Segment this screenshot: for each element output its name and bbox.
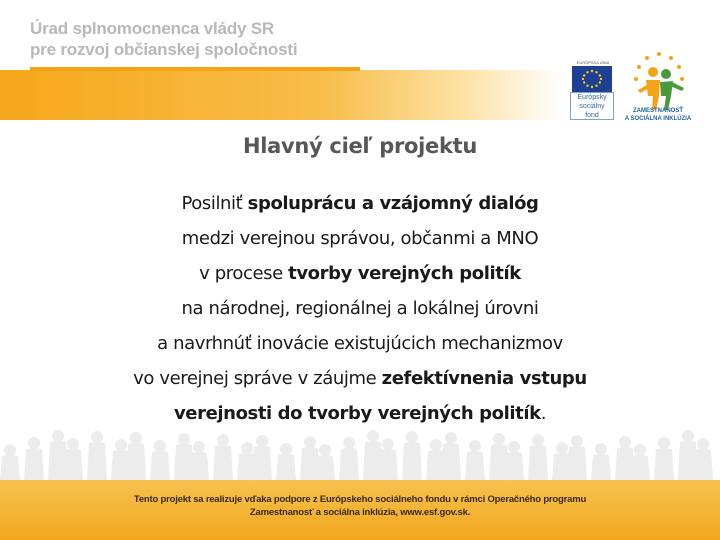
body-line-text-part: Posilniť xyxy=(181,193,248,214)
esf-line3: fond xyxy=(585,112,599,119)
body-line-text-part: na národnej, regionálnej a lokálnej úrovni xyxy=(181,298,539,319)
zsi-people-icon xyxy=(626,50,692,112)
zsi-line2: A SOCIÁLNA INKLÚZIA xyxy=(624,116,692,122)
body-line-text-part: medzi verejnou správou, občanmi a MNO xyxy=(181,228,539,249)
header-orange-rule xyxy=(30,67,360,71)
body-line xyxy=(60,221,660,256)
zsi-line1: ZAMESTNANOSŤ xyxy=(633,108,683,114)
slide-title: Hlavný cieľ projektu xyxy=(242,134,478,158)
esf-line1: Európsky xyxy=(577,94,607,101)
slide-body xyxy=(60,186,660,431)
crowd-silhouette-image xyxy=(0,420,720,480)
zsi-logo-caption xyxy=(622,107,694,123)
body-line-bold-part: zefektívnenia vstupu xyxy=(381,368,587,389)
eu-flag-icon xyxy=(572,66,612,92)
footer-line1: Tento projekt sa realizuje vďaka podpore z Európskeho sociálneho fondu v rámci Operačného programu xyxy=(133,494,587,505)
footer-text xyxy=(0,493,720,519)
body-line xyxy=(60,291,660,326)
footer-line2: Zamestnanosť a sociálna inklúzia, www.esf.gov.sk. xyxy=(249,507,471,518)
body-line-bold-part: verejnosti do tvorby verejných politík xyxy=(173,403,541,424)
office-title-line2: pre rozvoj občianskej spoločnosti xyxy=(30,40,298,59)
office-title xyxy=(30,18,297,60)
body-line-bold-part: spoluprácu a vzájomný dialóg xyxy=(247,193,539,214)
body-line-text-part: a navrhnúť inovácie existujúcich mechanizmov xyxy=(157,333,563,354)
body-line xyxy=(60,361,660,396)
eu-logo-caption: EURÓPSKA ÚNIA xyxy=(576,60,610,65)
body-line-text-part: vo verejnej správe v záujme xyxy=(133,368,382,389)
body-line xyxy=(60,326,660,361)
body-line-text-part: v procese xyxy=(199,263,289,284)
esf-logo-text xyxy=(570,92,614,120)
office-title-line1: Úrad splnomocnenca vlády SR xyxy=(30,19,275,38)
body-line xyxy=(60,186,660,221)
body-line-text-part: . xyxy=(540,403,547,424)
body-line xyxy=(60,256,660,291)
esf-line2: sociálny xyxy=(579,103,605,110)
body-line-bold-part: tvorby verejných politík xyxy=(288,263,521,284)
